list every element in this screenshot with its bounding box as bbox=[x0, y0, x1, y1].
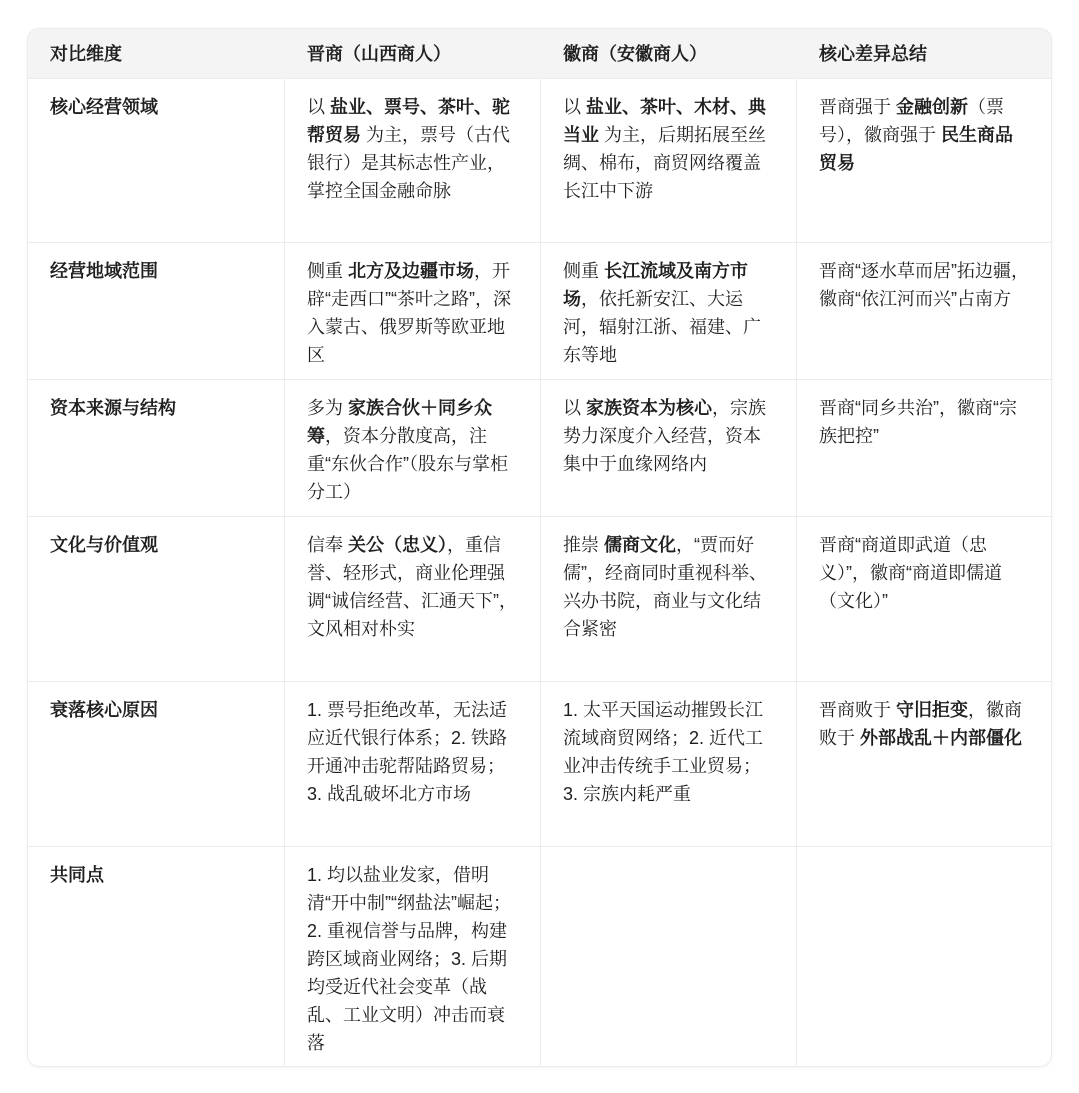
summary-cell bbox=[796, 243, 1051, 381]
hui-merchants-cell bbox=[540, 847, 796, 1067]
cell-text: ，徽商败于 bbox=[819, 700, 1023, 748]
table-row bbox=[28, 242, 1051, 379]
cell-text: 1. 太平天国运动摧毁长江流域商贸网络；2. 近代工业冲击传统手工业贸易；3. 宗族内耗严重 bbox=[563, 700, 764, 804]
hui-merchants-cell bbox=[540, 682, 796, 846]
emphasis-text: 盐业、茶叶、木材、典当业 bbox=[563, 97, 767, 145]
cell-text: 1. 均以盐业发家，借明清“开中制”“纲盐法”崛起；2. 重视信誉与品牌，构建跨区域商业网络；3. 后期均受近代社会变革（战乱、工业文明）冲击而衰落 bbox=[307, 865, 511, 1053]
cell-text: 推崇 bbox=[563, 535, 605, 555]
cell-text: ，重信誉、轻形式，商业伦理强调“诚信经营、汇通天下”，文风相对朴实 bbox=[307, 535, 517, 639]
cell-text: 晋商“同乡共治”，徽商“宗族把控” bbox=[819, 398, 1017, 446]
dimension-cell: 文化与价值观 bbox=[50, 535, 158, 555]
emphasis-text: 守旧拒变 bbox=[896, 700, 969, 720]
summary-cell bbox=[796, 682, 1051, 846]
jin-merchants-cell bbox=[284, 380, 540, 518]
cell-text: 侧重 bbox=[563, 261, 605, 281]
cell-text: 晋商强于 bbox=[819, 97, 897, 117]
cell-text: 晋商“商道即武道（忠义）”，徽商“商道即儒道（文化）” bbox=[819, 535, 1002, 611]
emphasis-text: 民生商品贸易 bbox=[819, 125, 1014, 173]
cell-text: （票号），徽商强于 bbox=[819, 97, 1005, 145]
table-row bbox=[28, 78, 1051, 242]
emphasis-text: 北方及边疆市场 bbox=[348, 261, 475, 281]
cell-text: 为主，票号（古代银行）是其标志性产业，掌控全国金融命脉 bbox=[307, 125, 511, 201]
emphasis-text: 家族合伙＋同乡众筹 bbox=[307, 398, 493, 446]
dimension-cell: 核心经营领域 bbox=[50, 97, 158, 117]
cell-text: 晋商“逐水草而居”拓边疆，徽商“依江河而兴”占南方 bbox=[819, 261, 1029, 309]
table-row bbox=[28, 846, 1051, 1066]
emphasis-text: 关公（忠义） bbox=[348, 535, 448, 555]
cell-text: 以 bbox=[563, 398, 587, 418]
table-header-row bbox=[28, 29, 1051, 78]
emphasis-text: 家族资本为核心 bbox=[586, 398, 713, 418]
header-hui-merchants: 徽商（安徽商人） bbox=[540, 29, 796, 80]
table-body bbox=[28, 78, 1051, 1066]
dimension-cell: 衰落核心原因 bbox=[50, 700, 158, 720]
dimension-cell: 资本来源与结构 bbox=[50, 398, 176, 418]
jin-merchants-cell bbox=[284, 243, 540, 381]
emphasis-text: 长江流域及南方市场 bbox=[563, 261, 749, 309]
summary-cell bbox=[796, 517, 1051, 681]
header-dimension: 对比维度 bbox=[50, 44, 122, 64]
comparison-table bbox=[27, 28, 1052, 1067]
emphasis-text: 外部战乱＋内部僵化 bbox=[860, 728, 1023, 748]
header-jin-merchants: 晋商（山西商人） bbox=[284, 29, 540, 80]
header-summary: 核心差异总结 bbox=[796, 29, 1051, 80]
table-row bbox=[28, 681, 1051, 846]
cell-text: 多为 bbox=[307, 398, 349, 418]
cell-text: 信奉 bbox=[307, 535, 349, 555]
jin-merchants-cell bbox=[284, 79, 540, 242]
table-row bbox=[28, 379, 1051, 516]
hui-merchants-cell bbox=[540, 79, 796, 242]
table-row bbox=[28, 516, 1051, 681]
jin-merchants-cell bbox=[284, 682, 540, 846]
dimension-cell: 共同点 bbox=[50, 865, 104, 885]
hui-merchants-cell bbox=[540, 380, 796, 518]
cell-text: ，依托新安江、大运河，辐射江浙、福建、广东等地 bbox=[563, 289, 761, 365]
cell-text: 以 bbox=[563, 97, 587, 117]
emphasis-text: 金融创新 bbox=[896, 97, 969, 117]
emphasis-text: 儒商文化 bbox=[604, 535, 677, 555]
cell-text: ，资本分散度高，注重“东伙合作”（股东与掌柜分工） bbox=[307, 426, 508, 502]
hui-merchants-cell bbox=[540, 517, 796, 681]
cell-text: 为主，后期拓展至丝绸、棉布，商贸网络覆盖长江中下游 bbox=[563, 125, 767, 201]
cell-text: ，开辟“走西口”“茶叶之路”，深入蒙古、俄罗斯等欧亚地区 bbox=[307, 261, 511, 365]
cell-text: 1. 票号拒绝改革，无法适应近代银行体系；2. 铁路开通冲击驼帮陆路贸易；3. 战乱破坏北方市场 bbox=[307, 700, 508, 804]
summary-cell bbox=[796, 847, 1051, 1067]
emphasis-text: 盐业、票号、茶叶、驼帮贸易 bbox=[307, 97, 511, 145]
jin-merchants-cell bbox=[284, 847, 540, 1067]
cell-text: 晋商败于 bbox=[819, 700, 897, 720]
cell-text: ，“贾而好儒”，经商同时重视科举、兴办书院，商业与文化结合紧密 bbox=[563, 535, 767, 639]
cell-text: 侧重 bbox=[307, 261, 349, 281]
cell-text: ，宗族势力深度介入经营，资本集中于血缘网络内 bbox=[563, 398, 767, 474]
summary-cell bbox=[796, 380, 1051, 518]
cell-text: 以 bbox=[307, 97, 331, 117]
jin-merchants-cell bbox=[284, 517, 540, 681]
summary-cell bbox=[796, 79, 1051, 242]
dimension-cell: 经营地域范围 bbox=[50, 261, 158, 281]
hui-merchants-cell bbox=[540, 243, 796, 381]
